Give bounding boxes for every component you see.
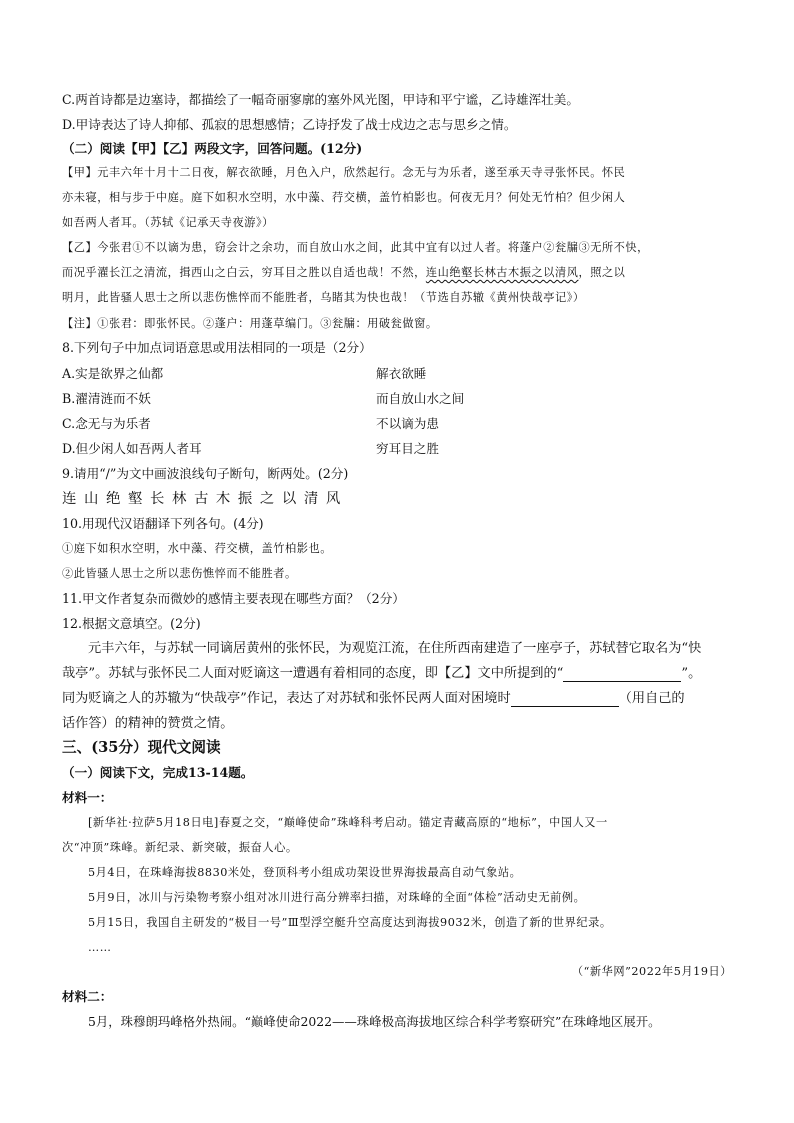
- q12-paragraph-line-4: 话作答）的精神的赞赏之情。: [62, 716, 234, 731]
- material-1-line-4: 5月9日，冰川与污染物考察小组对冰川进行高分辨率扫描，对珠峰的全面“体检”活动史无前例。: [88, 891, 586, 904]
- q12-paragraph-line-3: [62, 691, 685, 707]
- passage-yi-line-2: [62, 265, 625, 281]
- question-9: 9.请用“/”为文中画波浪线句子断句，断两处。(2分): [62, 466, 349, 481]
- question-8: 8.下列句子中加点词语意思或用法相同的一项是（2分）: [62, 340, 372, 355]
- question-11: 11.甲文作者复杂而微妙的感情主要表现在哪些方面？（2分）: [62, 591, 405, 606]
- q8-option-b: [62, 391, 465, 407]
- wavy-underlined-sentence: 连山绝壑长林古木振之以清风: [425, 266, 579, 279]
- passage-yi-line-2-end: ，照之以: [578, 266, 626, 279]
- q8-option-a-left: A.实是欲界之仙都: [62, 366, 164, 381]
- material-1-line-3: 5月4日，在珠峰海拔8830米处，登顶科考小组成功架设世界海拔最高自动气象站。: [88, 866, 522, 879]
- material-1-ellipsis: ……: [88, 941, 112, 954]
- q8-option-d-right: 穷耳目之胜: [376, 441, 439, 456]
- passage-yi-line-1: 【乙】今张君①不以谪为患，窃会计之余功，而自放山水之间，此其中宜有以过人者。将蓬户②瓮牖③无所不快，: [62, 241, 649, 254]
- passage-yi-line-3: 明月，此皆骚人思士之所以悲伤憔悴而不能胜者，乌睹其为快也哉！（节选自苏辙《黄州快哉亭记》）: [62, 291, 585, 304]
- passage-jia-line-3: 如吾两人者耳。（苏轼《记承天寺夜游》）: [62, 216, 274, 229]
- q8-option-a: [62, 366, 427, 382]
- question-10: 10.用现代汉语翻译下列各句。(4分): [62, 516, 264, 531]
- q8-option-d-left: D.但少闲人如吾两人者耳: [62, 441, 202, 456]
- q8-option-b-right: 而自放山水之间: [376, 391, 465, 406]
- q7-option-d: D.甲诗表达了诗人抑郁、孤寂的思想感情；乙诗抒发了战士戍边之志与思乡之情。: [62, 117, 517, 132]
- q8-option-a-right: 解衣欲睡: [376, 366, 427, 381]
- q8-option-c-right: 不以谪为患: [376, 416, 439, 431]
- passage-yi-line-2-start: 而况乎濯长江之清流，揖西山之白云，穷耳目之胜以自适也哉！不然，: [62, 266, 426, 279]
- q9-sentence: 连山绝壑长林古木振之以清风: [62, 491, 348, 507]
- q8-option-c: [62, 416, 439, 432]
- q12-blank-2[interactable]: [511, 692, 619, 707]
- material-2-line-1: 5月，珠穆朗玛峰格外热闹。“巅峰使命2022——珠峰极高海拔地区综合科学考察研究”在珠峰地区展开。: [88, 1014, 661, 1029]
- material-1-line-1: [新华社·拉萨5月18日电]春夏之交，“巅峰使命”珠峰科考启动。锚定青藏高原的“地标”，中国人又一: [88, 816, 608, 829]
- q8-option-c-left: C.念无与为乐者: [62, 416, 151, 431]
- q12-paragraph-line-2: [62, 666, 701, 682]
- q12-line-3-text: 同为贬谪之人的苏辙为“快哉亭”作记，表达了对苏轼和张怀民两人面对困境时: [62, 691, 511, 706]
- q8-option-b-left: B.濯清涟而不妖: [62, 391, 151, 406]
- material-1-line-5: 5月15日，我国自主研发的“极目一号”Ⅲ型浮空艇升空高度达到海拔9032米，创造了新的世界纪录。: [88, 916, 612, 929]
- section-2-heading: （二）阅读【甲】【乙】两段文字，回答问题。(12分): [62, 141, 363, 156]
- passage-jia-line-1: 【甲】元丰六年十月十二日夜，解衣欲睡，月色入户，欣然起行。念无与为乐者，遂至承天寺寻张怀民。怀民: [62, 166, 626, 179]
- question-12: 12.根据文意填空。(2分): [62, 616, 201, 631]
- q12-blank-1[interactable]: [563, 667, 681, 682]
- q12-paragraph-line-1: 元丰六年，与苏轼一同谪居黄州的张怀民，为观览江流，在住所西南建造了一座亭子，苏轼替它取名为“快: [88, 641, 702, 656]
- passage-jia-line-2: 亦未寝，相与步于中庭。庭下如积水空明，水中藻、荇交横，盖竹柏影也。何夜无月？何处无竹柏？但少闲人: [62, 191, 626, 204]
- q8-option-d: [62, 441, 439, 457]
- material-2-label: 材料二：: [62, 989, 113, 1004]
- material-1-line-2: 次“冲顶”珠峰。新纪录、新突破，振奋人心。: [62, 841, 298, 854]
- material-1-label: 材料一：: [62, 790, 113, 805]
- material-1-source: （“新华网”2022年5月19日）: [571, 965, 732, 978]
- q10-item-2: ②此皆骚人思士之所以悲伤憔悴而不能胜者。: [62, 567, 297, 580]
- q12-line-3-end: （用自己的: [618, 691, 685, 706]
- q12-line-2-end: ”。: [681, 666, 702, 681]
- annotation-note: 【注】①张君：即张怀民。②蓬户：用蓬草编门。③瓮牖：用破瓮做窗。: [62, 317, 438, 330]
- subsection-1-heading: （一）阅读下文，完成13-14题。: [62, 765, 254, 780]
- q10-item-1: ①庭下如积水空明，水中藻、荇交横，盖竹柏影也。: [62, 542, 332, 555]
- section-3-heading: 三、(35分）现代文阅读: [62, 739, 221, 756]
- q7-option-c: C.两首诗都是边塞诗，都描绘了一幅奇丽寥廓的塞外风光图，甲诗和平宁谧，乙诗雄浑壮美。: [62, 92, 579, 107]
- q12-line-2-text: 哉亭”。苏轼与张怀民二人面对贬谪这一遭遇有着相同的态度，即【乙】文中所提到的“: [62, 666, 564, 681]
